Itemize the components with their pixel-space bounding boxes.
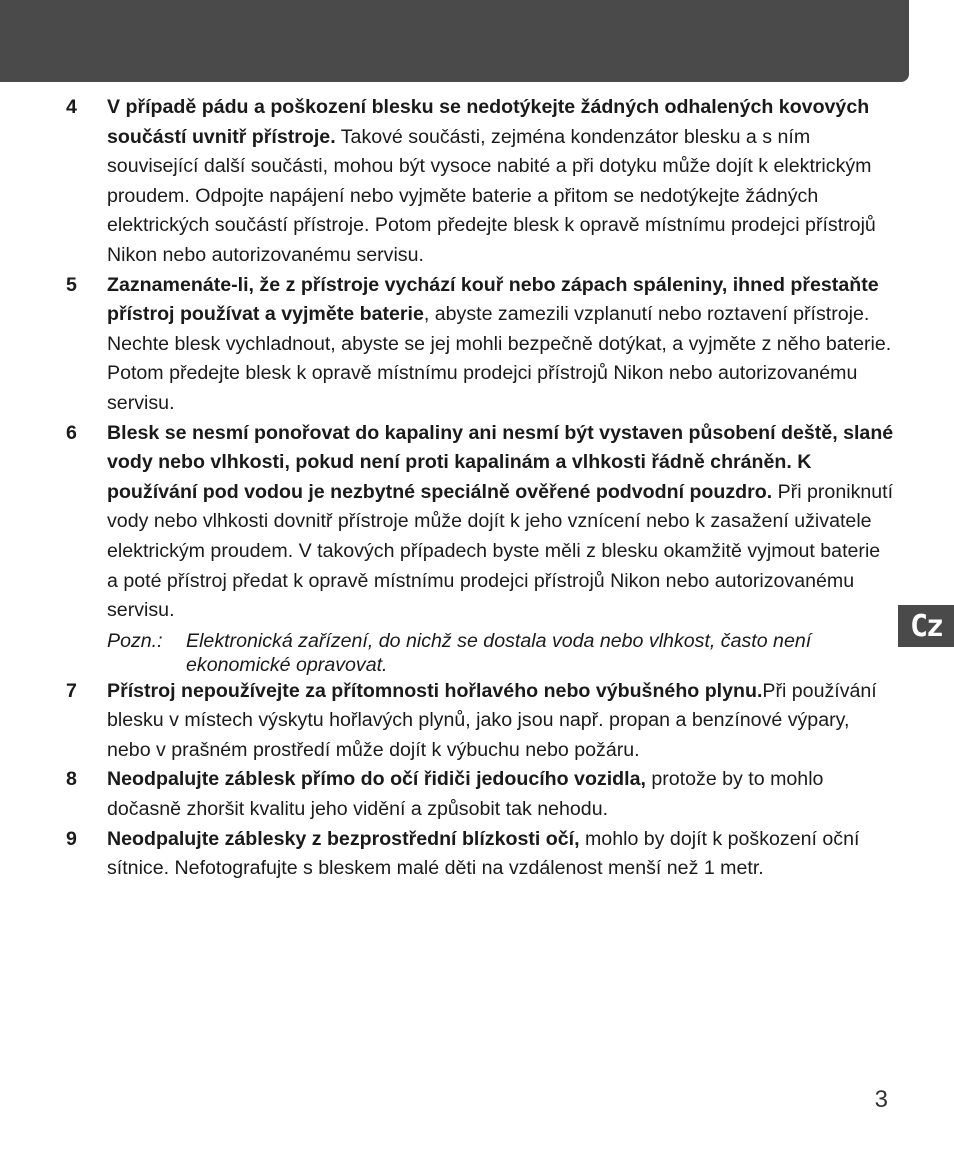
item-number: 7 <box>66 679 77 702</box>
item-rest: protože by to mohlo dočasně zhoršit kvalitu jeho vidění a způsobit tak nehodu. <box>107 768 824 821</box>
list-item <box>66 825 896 884</box>
item-number: 9 <box>66 827 77 850</box>
note <box>107 629 896 677</box>
item-number: 6 <box>66 421 77 444</box>
note-label: Pozn.: <box>107 629 163 652</box>
item-number: 8 <box>66 768 77 791</box>
item-text <box>107 825 896 884</box>
item-lead: V případě pádu a poškození blesku se nedotýkejte žádných odhalených kovových součástí uvnitř přístroje. <box>107 96 870 148</box>
item-text <box>107 677 896 766</box>
item-lead: Přístroj nepoužívejte za přítomnosti hořlavého nebo výbušného plynu. <box>107 679 763 702</box>
note-text: Elektronická zařízení, do nichž se dostala voda nebo vlhkost, často není ekonomické opravovat. <box>186 629 812 676</box>
item-number: 5 <box>66 273 77 296</box>
item-text <box>107 419 896 677</box>
item-text <box>107 765 896 824</box>
item-lead: Blesk se nesmí ponořovat do kapaliny ani nesmí být vystaven působení deště, slané vody nebo vlhkosti, pokud není proti kapalinám a vlhkosti řádně chráněn. K používání pod vodou je nezbytné speciálně ověřené podvodní pouzdro. <box>107 421 894 503</box>
safety-list <box>66 93 896 884</box>
item-lead: Zaznamenáte-li, že z přístroje vychází kouř nebo zápach spáleniny, ihned přestaňte přístroj používat a vyjměte baterie <box>107 273 879 326</box>
page-number: 3 <box>874 1086 888 1113</box>
item-lead: Neodpalujte záblesk přímo do očí řidiči jedoucího vozidla, <box>107 768 646 791</box>
item-rest: Při používání blesku v místech výskytu hořlavých plynů, jako jsou např. propan a benzínové výpary, nebo v prašném prostředí může dojít k výbuchu nebo požáru. <box>107 679 877 761</box>
list-item <box>66 271 896 419</box>
list-item <box>66 765 896 824</box>
item-rest: Při proniknutí vody nebo vlhkosti dovnitř přístroje může dojít k jeho vznícení nebo k zasažení uživatele elektrickým proudem. V takových případech byste měli z blesku okamžitě vyjmout baterie a poté přístroj předat k opravě místnímu prodejci přístrojů Nikon nebo autorizovanému servisu. <box>107 480 894 622</box>
list-item <box>66 419 896 677</box>
list-item <box>66 677 896 766</box>
item-rest: Takové součásti, zejména kondenzátor blesku a s ním související další součásti, mohou být vysoce nabité a při dotyku může dojít k elektrickým proudem. Odpojte napájení nebo vyjměte baterie a přitom se nedotýkejte žádných elektrických součástí přístroje. Potom předejte blesk k opravě místnímu prodejci přístrojů Nikon nebo autorizovanému servisu. <box>107 125 876 266</box>
item-number: 4 <box>66 96 77 118</box>
item-rest: mohlo by dojít k poškození oční sítnice. Nefotografujte s bleskem malé děti na vzdálenost menší než 1 metr. <box>107 827 860 880</box>
item-text <box>107 271 896 419</box>
item-lead: Neodpalujte záblesky z bezprostřední blízkosti očí, <box>107 827 580 850</box>
item-text <box>107 93 896 271</box>
header-bar <box>0 0 909 82</box>
item-rest: , abyste zamezili vzplanutí nebo roztavení přístroje. Nechte blesk vychladnout, abyste se jej mohli bezpečně dotýkat, a vyjměte z něho baterie. Potom předejte blesk k opravě místnímu prodejci přístrojů Nikon nebo autorizovanému servisu. <box>107 303 892 414</box>
list-item <box>66 93 896 271</box>
language-tab: Cz <box>898 605 954 647</box>
